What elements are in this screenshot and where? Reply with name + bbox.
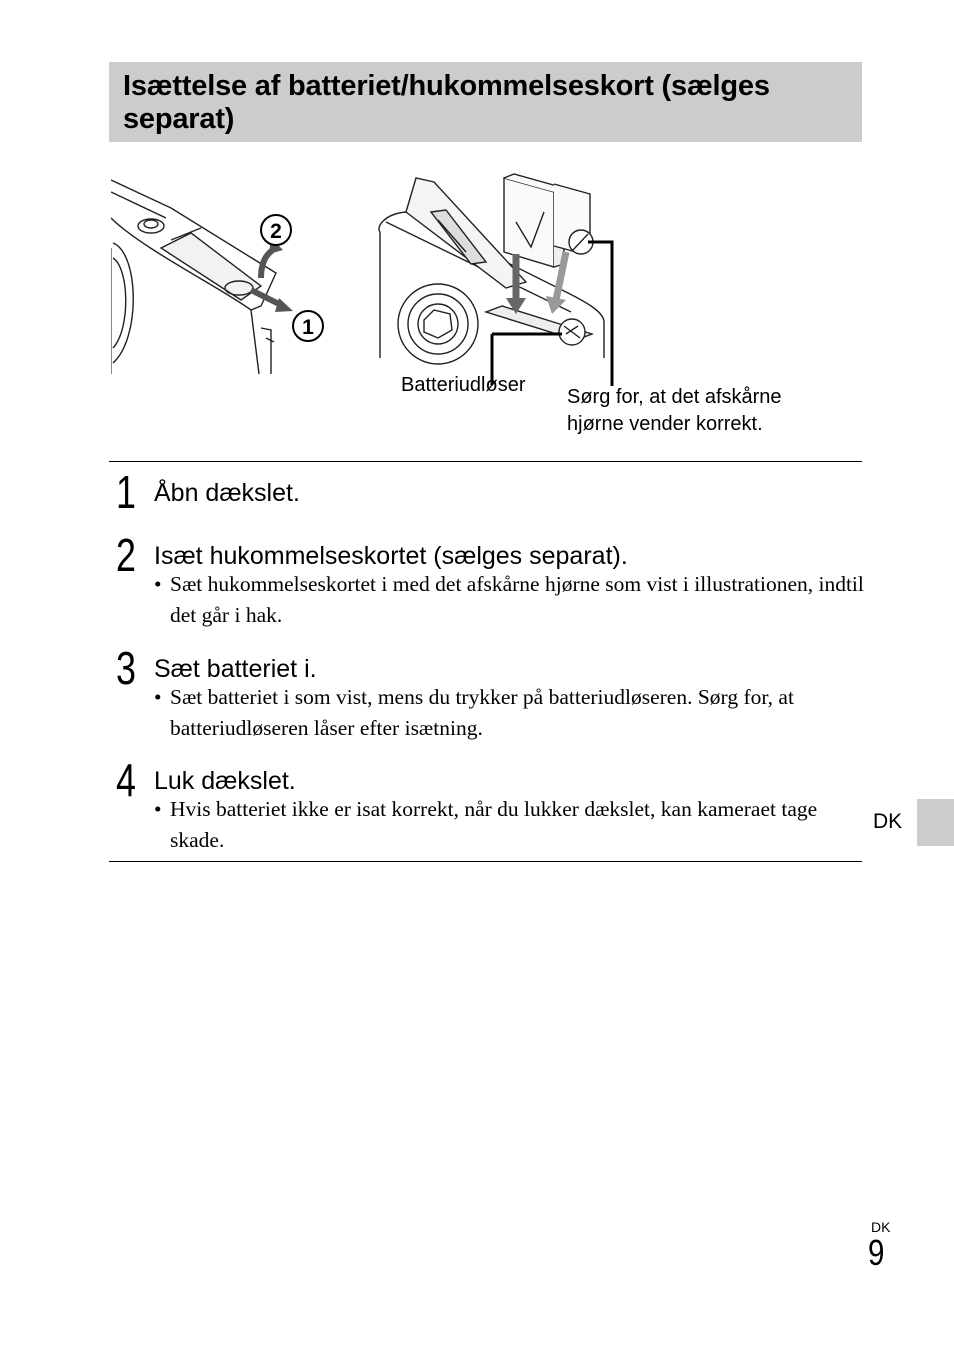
page-language-code: DK (871, 1219, 891, 1235)
circled-step-1: 1 (302, 316, 314, 339)
step-number: 1 (116, 466, 136, 518)
bullet-marker: • (154, 572, 162, 596)
step-heading: Sæt batteriet i. (154, 655, 317, 683)
step-number: 4 (116, 754, 136, 806)
bullet-marker: • (154, 685, 162, 709)
language-side-label: DK (873, 810, 903, 833)
step-heading: Åbn dækslet. (154, 479, 300, 507)
battery-card-illustration (376, 172, 616, 386)
language-side-tab (917, 799, 954, 846)
section-title-box (109, 62, 862, 142)
section-title: Isættelse af batteriet/hukommelseskort (sælges separat) (123, 70, 770, 135)
steps-bottom-rule (109, 861, 862, 862)
step-heading: Luk dækslet. (154, 767, 296, 795)
circled-step-2: 2 (270, 220, 282, 243)
step-note-text: Sæt hukommelseskortet i med det afskårne hjørne som vist i illustrationen, indtil det går i hak. (170, 572, 864, 627)
step-number: 2 (116, 529, 136, 581)
bullet-marker: • (154, 797, 162, 821)
step-note (154, 794, 854, 856)
steps-top-rule (109, 461, 862, 462)
step-note (154, 682, 864, 744)
step-note (154, 569, 864, 631)
label-cut-corner: Sørg for, at det afskårne hjørne vender korrekt. (567, 386, 782, 435)
label-battery-release: Batteriudløser (401, 374, 526, 396)
step-heading: Isæt hukommelseskortet (sælges separat). (154, 542, 628, 570)
camera-cover-illustration (111, 178, 333, 376)
step-note-text: Hvis batteriet ikke er isat korrekt, når du lukker dækslet, kan kameraet tage skade. (170, 797, 818, 852)
page-number: 9 (868, 1232, 885, 1273)
step-note-text: Sæt batteriet i som vist, mens du trykker på batteriudløseren. Sørg for, at batteriudløseren låser efter isætning. (170, 685, 794, 740)
step-number: 3 (116, 642, 136, 694)
